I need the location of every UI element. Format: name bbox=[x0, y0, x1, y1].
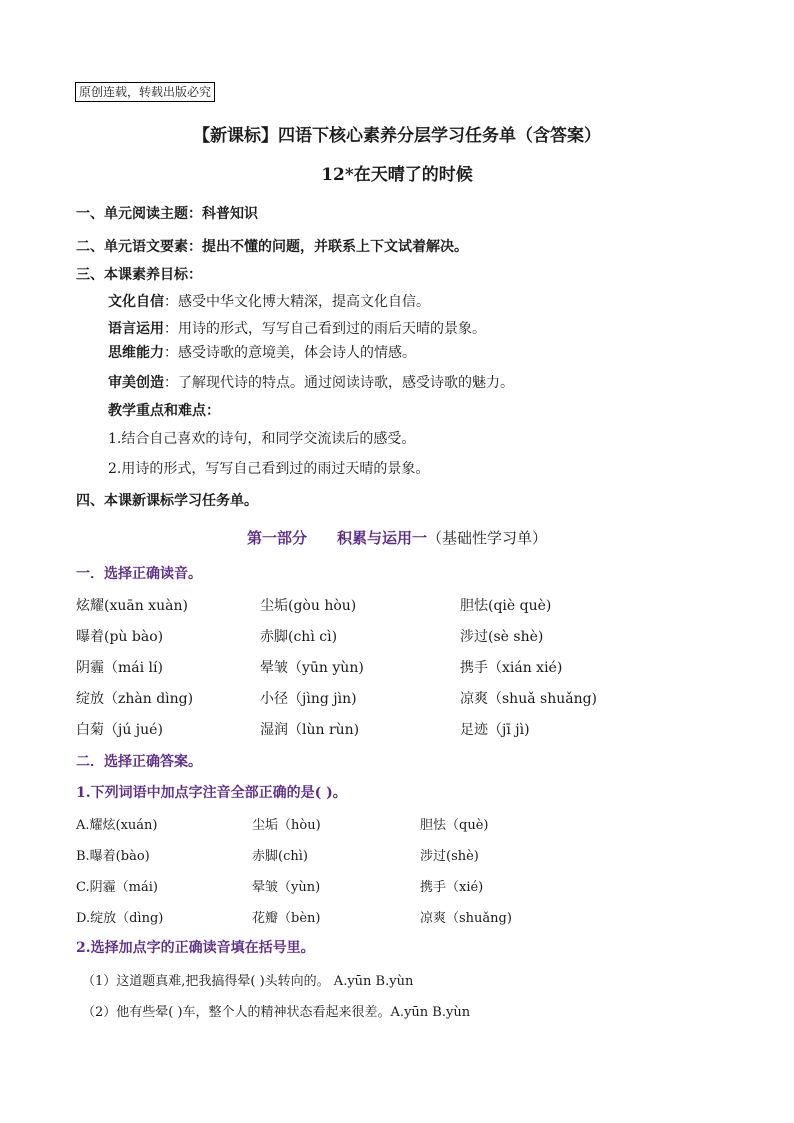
page-title: 【新课标】四语下核心素养分层学习任务单（含答案） bbox=[193, 126, 601, 146]
goal-text: ：感受中华文化博大精深，提高文化自信。 bbox=[164, 294, 430, 310]
option-item: 赤脚(chì) bbox=[252, 849, 308, 864]
goal-label: 思维能力 bbox=[108, 345, 164, 361]
pinyin-item: 涉过(sè shè) bbox=[460, 629, 544, 645]
goal-text: ：了解现代诗的特点。通过阅读诗歌，感受诗歌的魅力。 bbox=[164, 375, 514, 391]
question-2-heading: 二．选择正确答案。 bbox=[76, 754, 202, 770]
pinyin-item: 尘垢(gòu hòu) bbox=[260, 598, 357, 614]
goal-text: ：用诗的形式，写写自己看到过的雨后天晴的景象。 bbox=[164, 321, 486, 337]
pinyin-item: 赤脚(chì cì) bbox=[260, 629, 338, 645]
key-point-item: 2.用诗的形式，写写自己看到过的雨过天晴的景象。 bbox=[108, 461, 430, 477]
pinyin-item: 阴霾（mái lí) bbox=[76, 660, 163, 676]
option-item: 尘垢（hòu) bbox=[252, 818, 321, 833]
part-title: 积累与运用一 bbox=[336, 529, 427, 547]
goal-text: ：感受诗歌的意境美，体会诗人的情感。 bbox=[164, 345, 416, 361]
option-item: 胆怯（què) bbox=[420, 818, 489, 833]
question-1-heading: 一．选择正确读音。 bbox=[76, 566, 202, 582]
option-item: 涉过(shè) bbox=[420, 849, 479, 864]
section-task-sheet: 四、本课新课标学习任务单。 bbox=[76, 493, 258, 509]
section-language-element: 二、单元语文要素：提出不懂的问题，并联系上下文试着解决。 bbox=[76, 239, 468, 255]
goal-item bbox=[108, 291, 430, 311]
option-item: A.耀炫(xuán) bbox=[76, 818, 158, 833]
pinyin-item: 曝着(pù bào) bbox=[76, 629, 164, 645]
pinyin-item: 胆怯(qiè què) bbox=[460, 598, 552, 614]
goal-label: 审美创造 bbox=[108, 375, 164, 391]
goal-item bbox=[108, 342, 416, 362]
goal-label: 语言运用 bbox=[108, 321, 164, 337]
pinyin-item: 炫耀(xuān xuàn) bbox=[76, 598, 188, 614]
key-points-heading: 教学重点和难点： bbox=[108, 403, 220, 419]
option-item: 花瓣（bèn) bbox=[252, 911, 321, 926]
pinyin-item: 白菊（jú jué) bbox=[76, 722, 163, 738]
option-item: D.绽放（dìng) bbox=[76, 911, 164, 926]
goal-label: 文化自信 bbox=[108, 294, 164, 310]
question-2-2: 2.选择加点字的正确读音填在括号里。 bbox=[76, 940, 315, 956]
part-note: （基础性学习单） bbox=[427, 529, 548, 547]
pinyin-item: 携手（xián xié) bbox=[460, 660, 563, 676]
question-2-1: 1.下列词语中加点字注音全部正确的是( )。 bbox=[76, 785, 347, 801]
option-item: B.曝着(bào) bbox=[76, 849, 150, 864]
option-item: 凉爽（shuǎng) bbox=[420, 911, 512, 926]
pinyin-item: 晕皱（yūn yùn) bbox=[260, 660, 364, 676]
fill-item: （2）他有些晕( )车，整个人的精神状态看起来很差。A.yūn B.yùn bbox=[82, 1005, 471, 1020]
key-point-item: 1.结合自己喜欢的诗句，和同学交流读后的感受。 bbox=[108, 431, 416, 447]
pinyin-item: 绽放（zhàn dìng) bbox=[76, 691, 194, 707]
pinyin-item: 凉爽（shuǎ shuǎng) bbox=[460, 691, 598, 707]
part-name: 第一部分 bbox=[246, 529, 307, 547]
lesson-title: 12*在天晴了的时候 bbox=[321, 165, 473, 185]
pinyin-item: 湿润（lùn rùn) bbox=[260, 722, 360, 738]
pinyin-item: 小径（jìng jìn) bbox=[260, 691, 357, 707]
option-item: C.阴霾（mái) bbox=[76, 880, 158, 895]
goal-item bbox=[108, 318, 486, 338]
fill-item: （1）这道题真难,把我搞得晕( )头转向的。 A.yūn B.yùn bbox=[82, 974, 414, 989]
option-item: 携手（xié) bbox=[420, 880, 484, 895]
copyright-notice: 原创连载，转载出版必究 bbox=[75, 82, 215, 102]
part-heading bbox=[0, 527, 794, 548]
section-reading-theme: 一、单元阅读主题：科普知识 bbox=[76, 206, 258, 222]
section-goals-heading: 三、本课素养目标： bbox=[76, 267, 202, 283]
goal-item bbox=[108, 372, 514, 392]
option-item: 晕皱（yùn) bbox=[252, 880, 321, 895]
pinyin-item: 足迹（jī jì) bbox=[460, 722, 530, 738]
